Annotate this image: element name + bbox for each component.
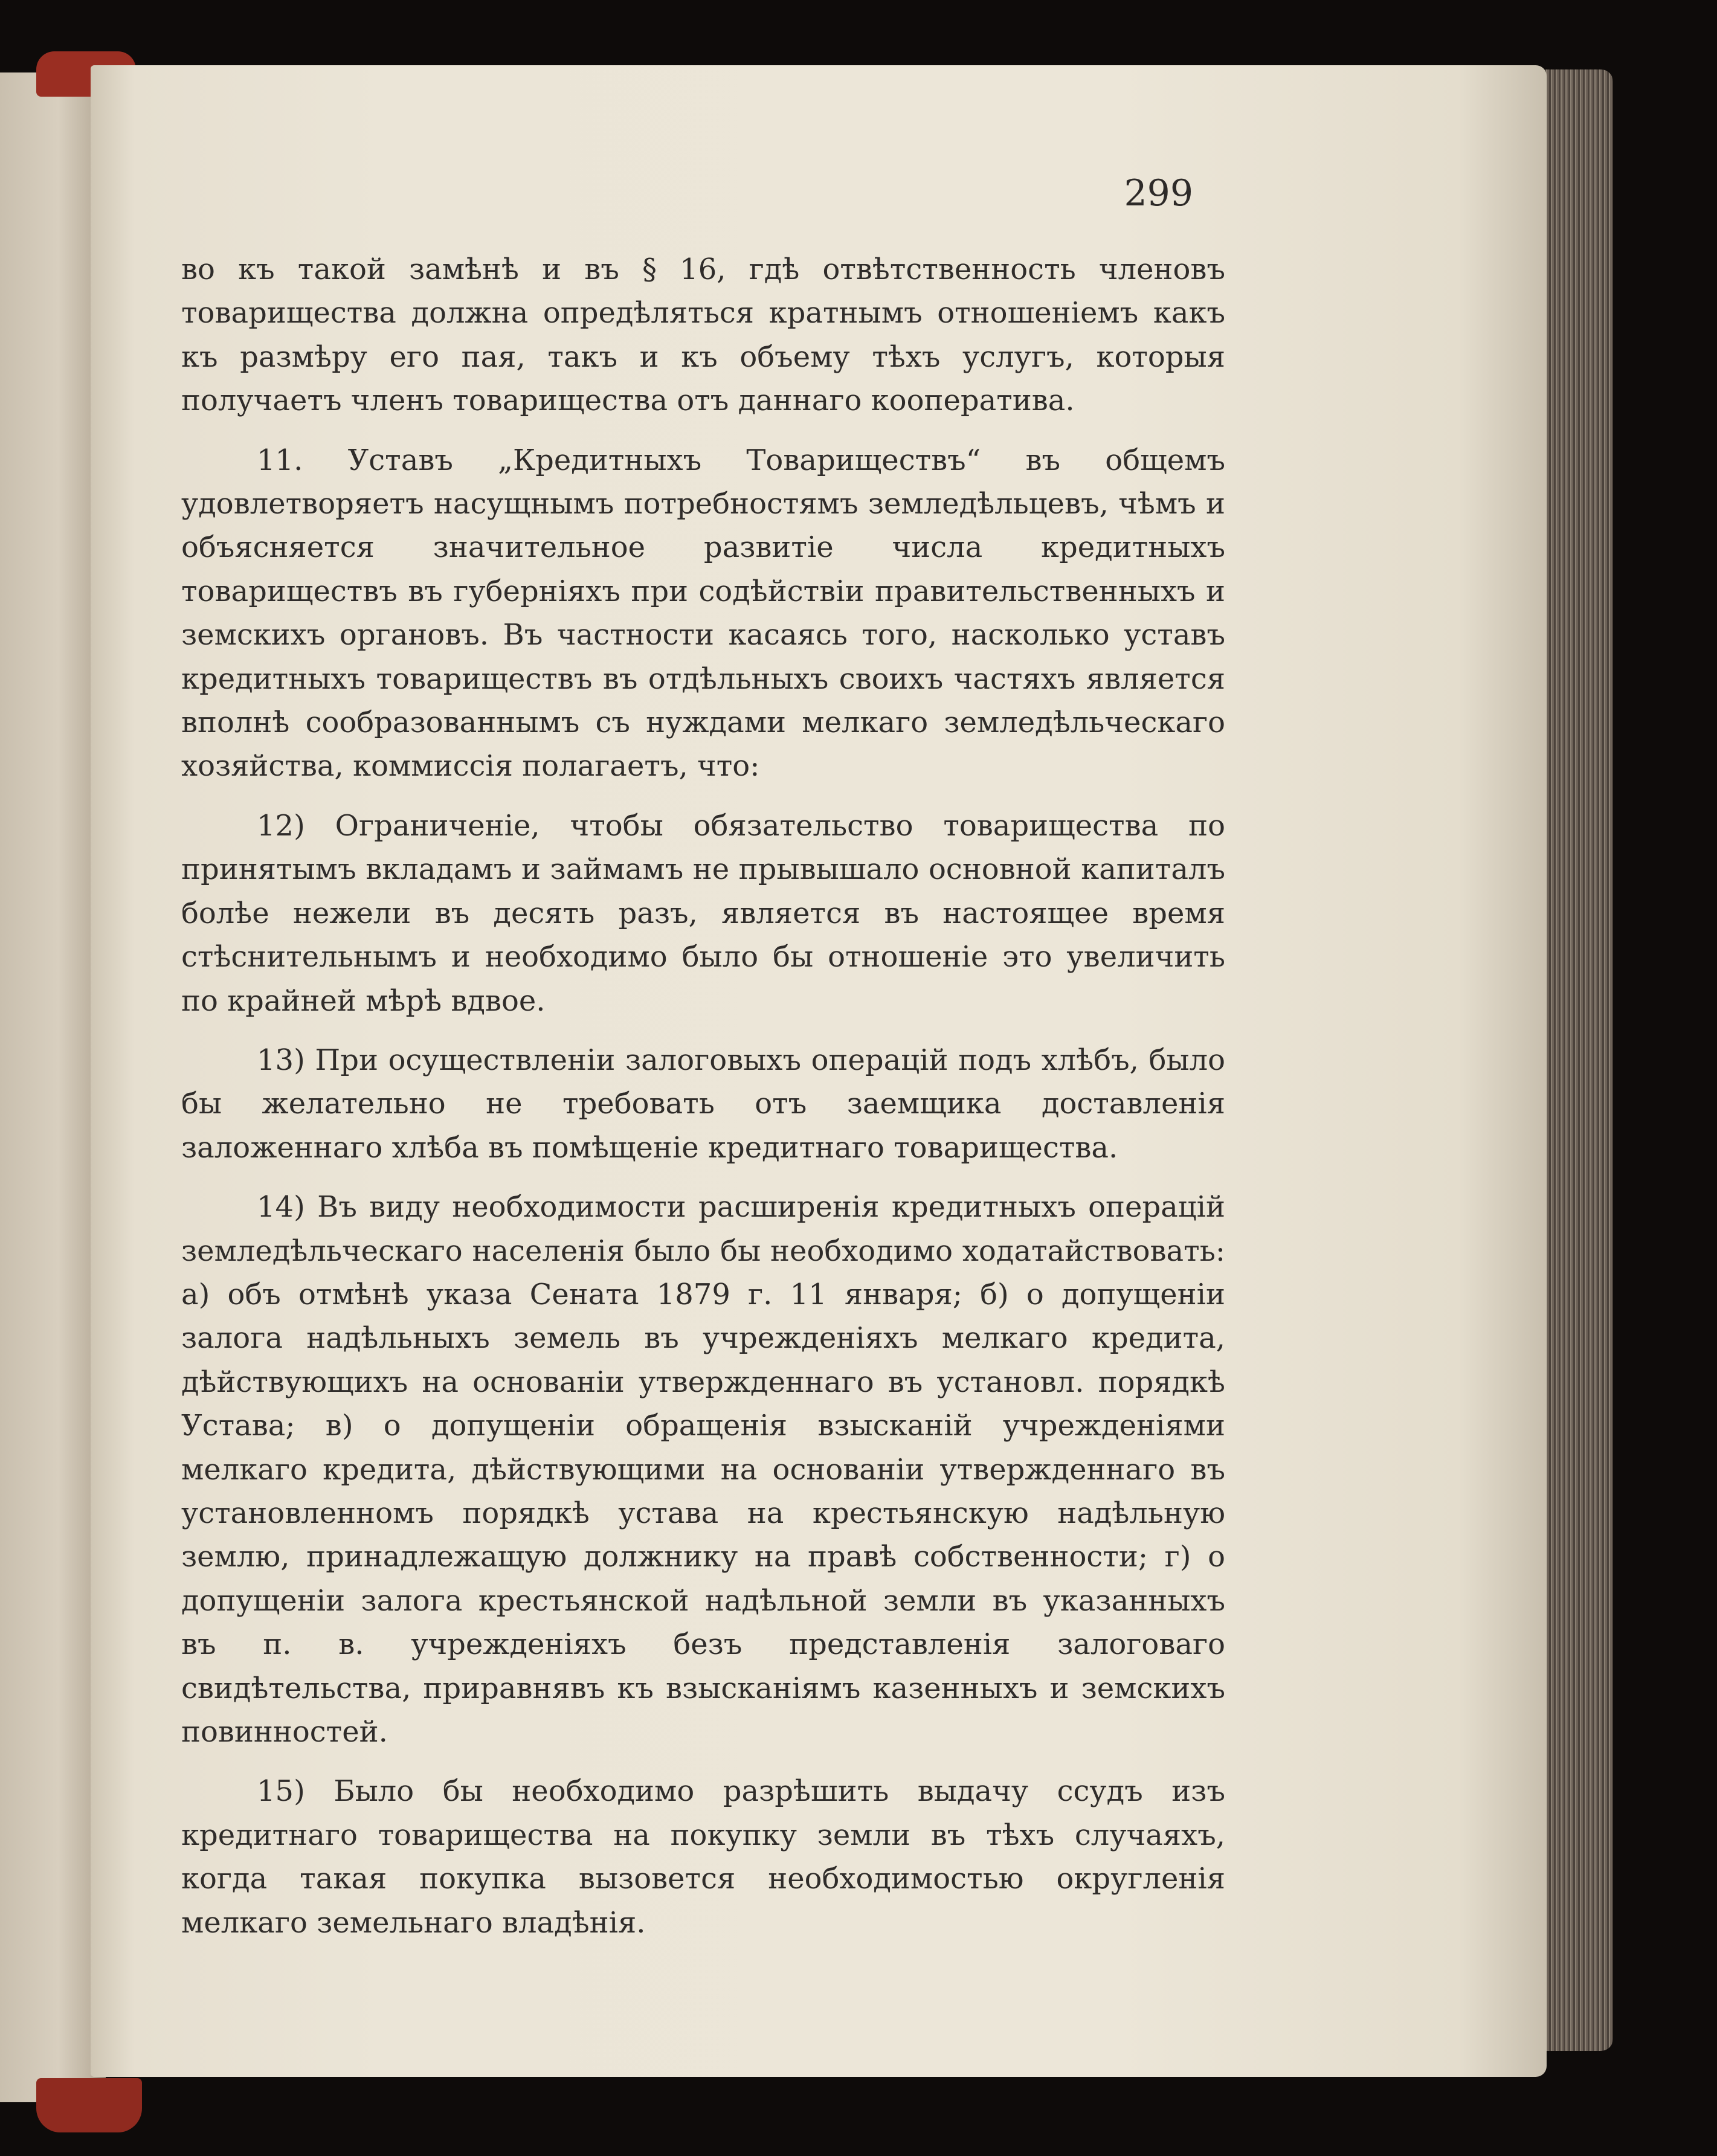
paragraph-12: 12) Ограниченіе, чтобы обязательство товарищества по принятымъ вкладамъ и займамъ не прывышало основной капиталъ болѣе нежели въ десять разъ, является въ настоящее время стѣснительнымъ и необходимо было бы отношеніе это увеличить по крайней мѣрѣ вдвое. <box>181 808 1225 1018</box>
page-number: 299 <box>1124 172 1193 214</box>
paragraph-14: 14) Въ виду необходимости расширенія кредитныхъ операцій земледѣльческаго населенія было бы необходимо ходатайствовать: а) объ отмѣнѣ указа Сената 1879 г. 11 января; б) о допущеніи залога надѣльныхъ земель въ учрежденіяхъ мелкаго кредита, дѣйствующихъ на основаніи утвержденнаго въ установл. порядкѣ Устава; в) о допущеніи обращенія взысканій учрежденіями мелкаго кредита, дѣйствующими на основаніи утвержденнаго въ установленномъ порядкѣ устава на крестьянскую надѣльную землю, принадлежащую должнику на правѣ собственности; г) о допущеніи залога крестьянской надѣльной земли въ указанныхъ въ п. в. учрежденіяхъ безъ представленія залоговаго свидѣтельства, приравнявъ къ взысканіямъ казенныхъ и земскихъ повинностей. <box>181 1190 1225 1749</box>
page-stack-edge <box>1538 69 1613 2051</box>
paragraph-continuation: во къ такой замѣнѣ и въ § 16, гдѣ отвѣтственность членовъ товарищества должна опредѣляться кратнымъ отношеніемъ какъ къ размѣру его пая, такъ и къ объему тѣхъ услугъ, которыя получаетъ членъ товарищества отъ даннаго кооператива. <box>181 253 1225 418</box>
page-body <box>181 248 1225 1945</box>
paragraph-13: 13) При осуществленіи залоговыхъ операцій подъ хлѣбъ, было бы желательно не требовать отъ заемщика доставленія заложеннаго хлѣба въ помѣщеніе кредитнаго товарищества. <box>181 1043 1225 1165</box>
paragraph-15: 15) Было бы необходимо разрѣшить выдачу ссудъ изъ кредитнаго товарищества на покупку земли въ тѣхъ случаяхъ, когда такая покупка вызовется необходимостью округленія мелкаго земельнаго владѣнія. <box>181 1774 1225 1940</box>
binding-bottom <box>36 2078 142 2132</box>
left-page-edge <box>0 72 106 2102</box>
paragraph-11: 11. Уставъ „Кредитныхъ Товариществъ“ въ общемъ удовлетворяетъ насущнымъ потребностямъ земледѣльцевъ, чѣмъ и объясняется значительное развитіе числа кредитныхъ товариществъ въ губерніяхъ при содѣйствіи правительственныхъ и земскихъ органовъ. Въ частности касаясь того, насколько уставъ кредитныхъ товариществъ въ отдѣльныхъ своихъ частяхъ является вполнѣ сообразованнымъ съ нуждами мелкаго земледѣльческаго хозяйства, коммиссія полагаетъ, что: <box>181 443 1225 784</box>
